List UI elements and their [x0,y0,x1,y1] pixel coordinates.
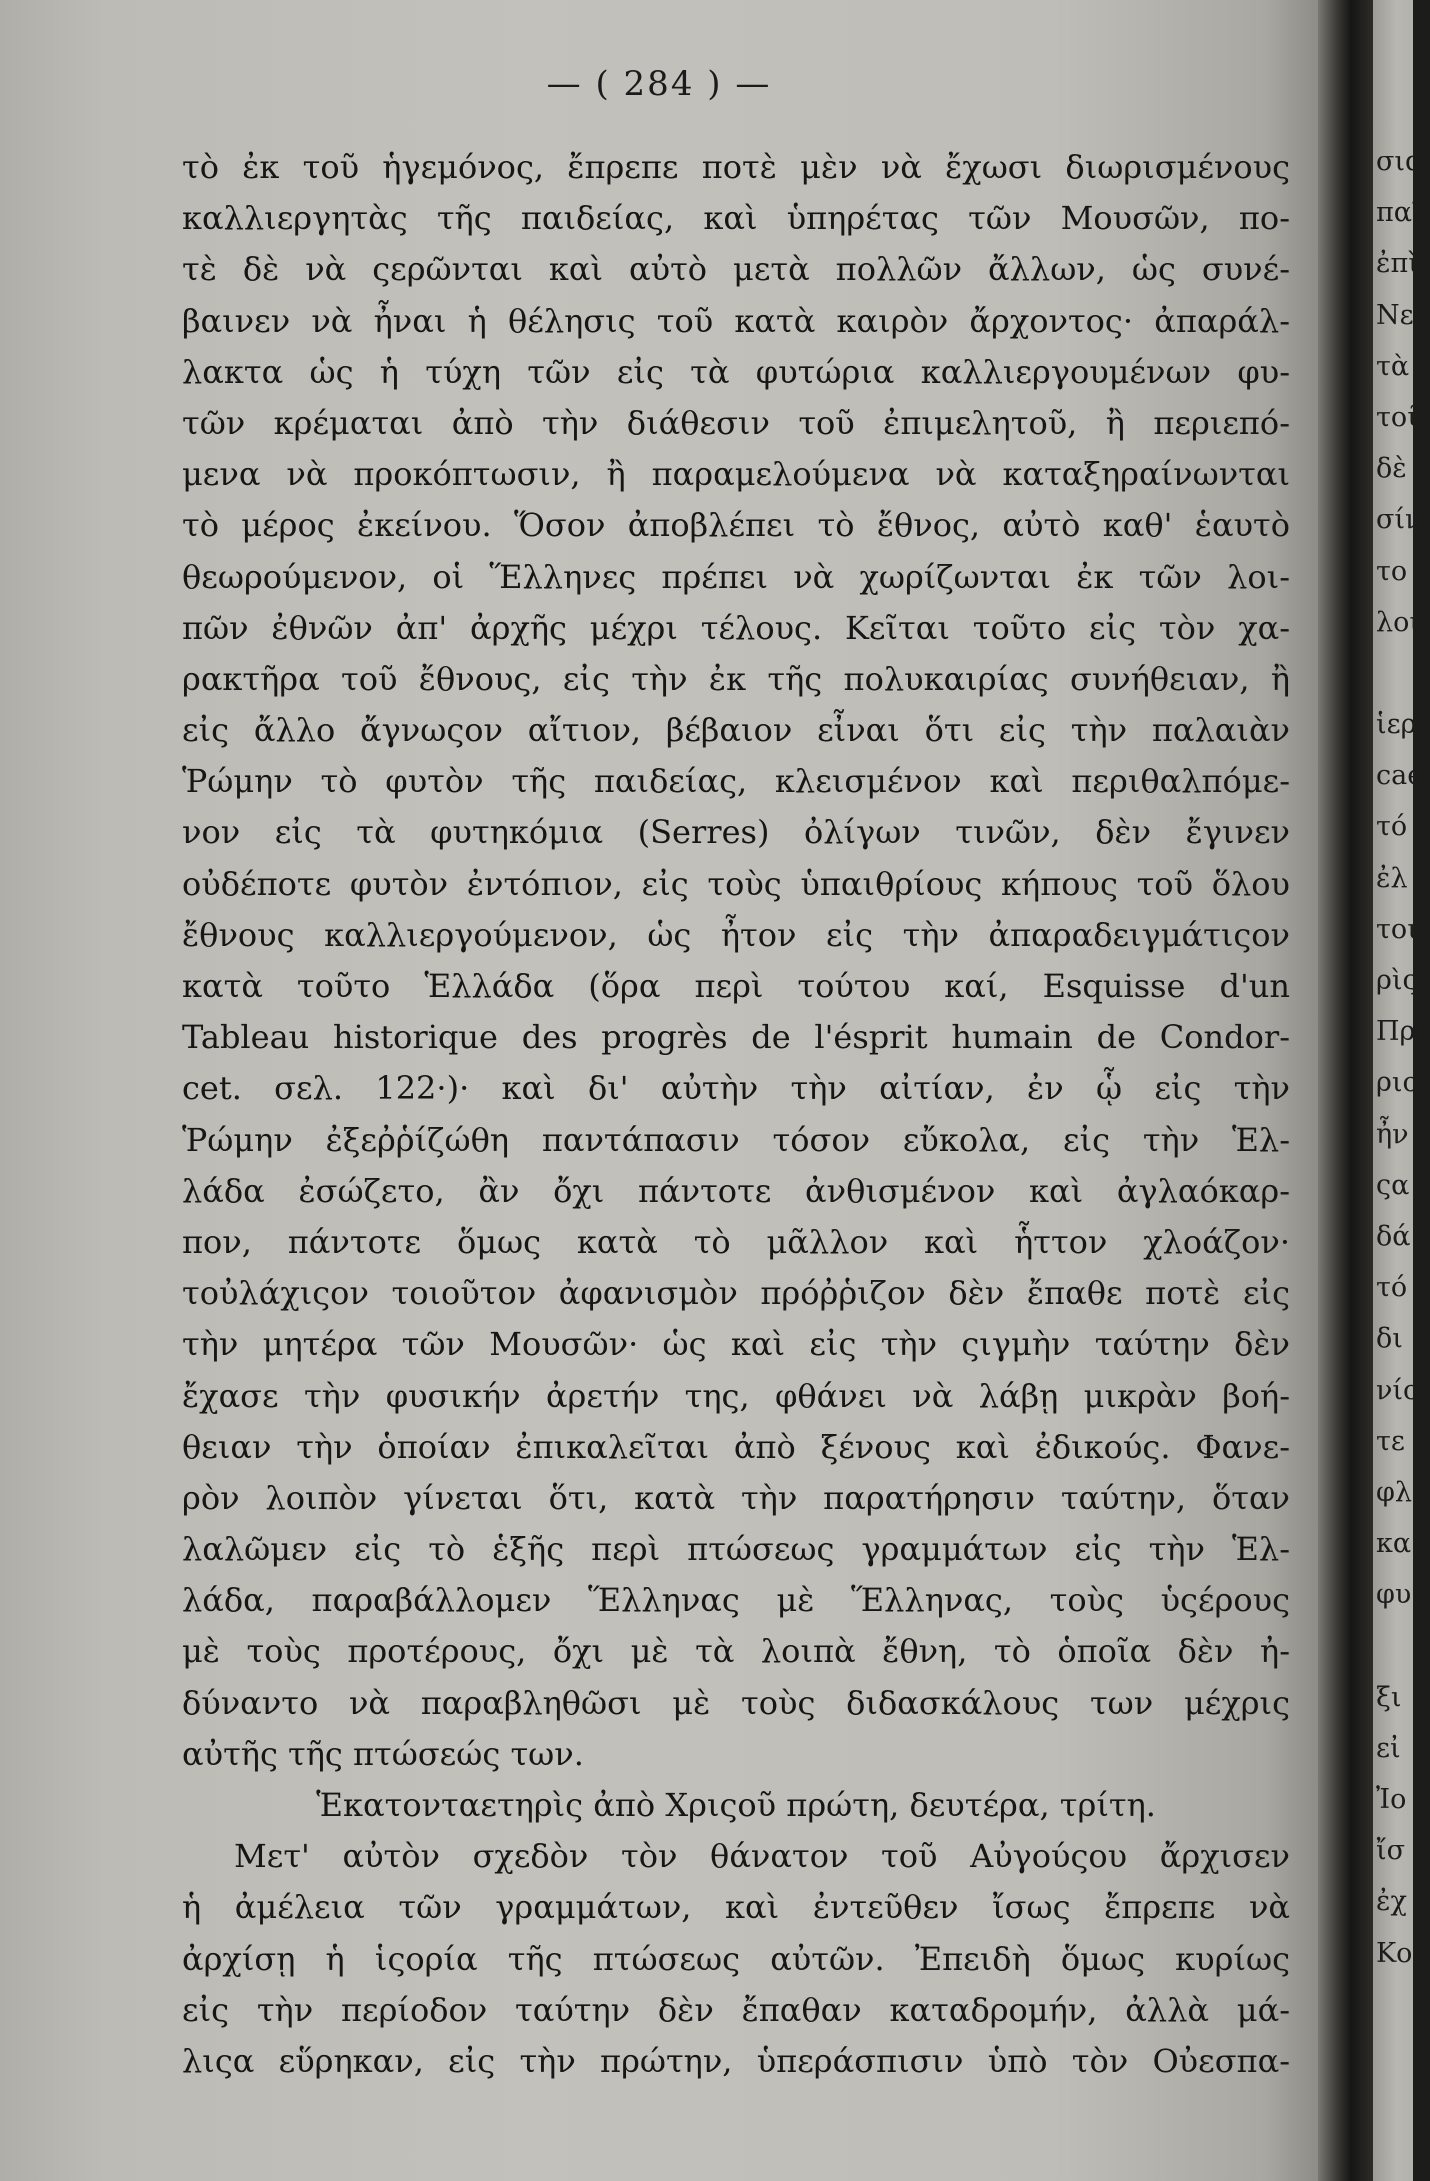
text-line: οὐδέποτε φυτὸν ἐντόπιον, εἰς τοὺς ὑπαιθρίους κήπους τοῦ ὅλου [182,864,1290,903]
fragment: παῖ [1376,197,1423,229]
text-line: πον, πάντοτε ὅμως κατὰ τὸ μᾶλλον καὶ ἧττον χλοάζον· [182,1222,1290,1261]
text-line: δύναντο νὰ παραβληθῶσι μὲ τοὺς διδασκάλους των μέχρις [182,1683,1290,1722]
fragment: Ἰο [1376,1784,1407,1815]
fragment: φλ [1376,1476,1413,1508]
text-line: τὸ ἐκ τοῦ ἡγεμόνος, ἔπρεπε ποτὲ μὲν νὰ ἔχωσι διωρισμένους [182,148,1290,186]
fragment: τοι [1376,913,1418,945]
text-line: λιςα εὕρηκαν, εἰς τὴν πρώτην, ὑπεράσπισιν ὑπὸ τὸν Οὐεσπα- [182,2041,1290,2080]
next-page-fragments [1376,136,1430,1979]
fragment: σίν [1376,504,1422,536]
text-line: λάδα, παραβάλλομεν Ἕλληνας μὲ Ἕλληνας, τοὺς ὑςέρους [182,1581,1290,1620]
fragment: Κο [1376,1937,1413,1969]
text-line: λακτα ὡς ἡ τύχη τῶν εἰς τὰ φυτώρια καλλιεργουμένων φυ- [182,352,1290,391]
text-line: καλλιεργητὰς τῆς παιδείας, καὶ ὑπηρέτας τῶν Μουσῶν, πο- [182,199,1290,238]
text-line: ἔχασε τὴν φυσικήν ἀρετήν της, φθάνει νὰ λάβῃ μικρὰν βοή- [182,1376,1290,1415]
fragment [1376,648,1416,699]
text-line: ρὸν λοιπὸν γίνεται ὅτι, κατὰ τὴν παρατήρησιν ταύτην, ὅταν [182,1478,1290,1517]
text-line: θεωρούμενον, οἱ Ἕλληνες πρέπει νὰ χωρίζωνται ἐκ τῶν λοι- [182,557,1290,596]
fragment: ἴσ [1376,1835,1406,1867]
text-line: τὴν μητέρα τῶν Μουσῶν· ὡς καὶ εἰς τὴν ςιγμὴν ταύτην δὲν [182,1325,1290,1364]
text-line: τῶν κρέμαται ἀπὸ τὴν διάθεσιν τοῦ ἐπιμελητοῦ, ἢ περιεπό- [182,403,1290,442]
fragment: ἐπὶ [1376,248,1419,280]
text-line: πῶν ἐθνῶν ἀπ' ἀρχῆς μέχρι τέλους. Κεῖται τοῦτο εἰς τὸν χα- [182,608,1290,647]
text-line: μενα νὰ προκόπτωσιν, ἢ παραμελούμενα νὰ καταξηραίνωνται [182,455,1290,494]
text-line: ρακτῆρα τοῦ ἔθνους, εἰς τὴν ἐκ τῆς πολυκαιρίας συνήθειαν, ἢ [182,659,1290,698]
section-heading: Ἑκατονταετηρὶς ἀπὸ Χριςοῦ πρώτη, δευτέρα, τρίτη. [316,1786,1156,1824]
text-line: τὲ δὲ νὰ ςερῶνται καὶ αὐτὸ μετὰ πολλῶν ἄλλων, ὡς συνέ- [182,250,1290,289]
fragment: τὰ [1376,350,1410,382]
fragment: σια [1376,146,1424,177]
text-line: νον εἰς τὰ φυτηκόμια (Serres) ὀλίγων τινῶν, δὲν ἔγινεν [182,813,1290,852]
fragment: κα [1376,1528,1412,1560]
fragment: δι [1376,1323,1403,1355]
page-number: — ( 284 ) — [546,64,772,104]
fragment: τοῦ [1376,401,1424,433]
fragment: φυ [1376,1579,1412,1611]
fragment: τό [1376,811,1408,843]
text-line: cet. σελ. 122·)· καὶ δι' αὐτὴν τὴν αἰτίαν, ἐν ᾧ εἰς τὴν [182,1069,1290,1108]
fragment: ξι [1376,1681,1402,1713]
fragment: Νερ [1376,299,1430,331]
fragment: ςα [1376,1169,1410,1201]
fragment: ἱερ [1376,709,1417,741]
book-gutter [1318,0,1373,2181]
fragment: cae [1376,760,1424,792]
fragment: νίο [1376,1374,1420,1406]
fragment: Πρ [1376,1016,1416,1048]
text-line: λαλῶμεν εἰς τὸ ἑξῆς περὶ πτώσεως γραμμάτων εἰς τὴν Ἑλ- [182,1530,1290,1569]
body-text [182,142,1290,2087]
fragment: ἐλ [1376,862,1408,894]
text-line: Tableau historique des progrès de l'ésprit humain de Condor- [182,1018,1290,1057]
text-line: εἰς τὴν περίοδον ταύτην δὲν ἔπαθαν καταδρομήν, ἀλλὰ μά- [182,1990,1290,2029]
fragment [1376,1620,1416,1671]
text-line: Ῥώμην τὸ φυτὸν τῆς παιδείας, κλεισμένον καὶ περιθαλπόμε- [182,762,1290,801]
text-line: βαινεν νὰ ἦναι ἡ θέλησις τοῦ κατὰ καιρὸν ἄρχοντος· ἀπαράλ- [182,301,1290,340]
text-line: ἔθνους καλλιεργούμενον, ὡς ἦτον εἰς τὴν ἀπαραδειγμάτιςον [182,915,1290,954]
text-line: θειαν τὴν ὁποίαν ἐπικαλεῖται ἀπὸ ξένους καὶ ἐδικούς. Φανε- [182,1427,1290,1466]
text-line: ἀρχίσῃ ἡ ἱςορία τῆς πτώσεως αὐτῶν. Ἐπειδὴ ὅμως κυρίως [182,1939,1290,1978]
fragment: τε [1376,1425,1405,1457]
text-line: Μετ' αὐτὸν σχεδὸν τὸν θάνατον τοῦ Αὐγούςου ἄρχισεν [234,1837,1290,1876]
text-line: τοὐλάχιςον τοιοῦτον ἀφανισμὸν πρόῤῥιζον δὲν ἔπαθε ποτὲ εἰς [182,1274,1290,1313]
text-line: μὲ τοὺς προτέρους, ὄχι μὲ τὰ λοιπὰ ἔθνη, τὸ ὁποῖα δὲν ἠ- [182,1632,1290,1671]
text-line: λάδα ἐσώζετο, ἂν ὄχι πάντοτε ἀνθισμένον καὶ ἀγλαόκαρ- [182,1171,1290,1210]
fragment: δά [1376,1220,1411,1252]
fragment: εἰ [1376,1732,1401,1764]
text-line: ἡ ἀμέλεια τῶν γραμμάτων, καὶ ἐντεῦθεν ἴσως ἔπρεπε νὰ [182,1888,1290,1927]
text-line: Ῥώμην ἐξεῤῥίζώθη παντάπασιν τόσον εὔκολα, εἰς τὴν Ἑλ- [182,1120,1290,1159]
fragment: δὲ [1376,453,1407,485]
text-line: εἰς ἄλλο ἄγνωςον αἴτιον, βέβαιον εἶναι ὅτι εἰς τὴν παλαιὰν [182,711,1290,750]
fragment: ἐχ [1376,1886,1407,1918]
text-line: κατὰ τοῦτο Ἑλλάδα (ὅρα περὶ τούτου καί, Esquisse d'un [182,967,1290,1005]
fragment: λοι [1376,606,1420,638]
fragment: ἦν [1376,1118,1409,1150]
fragment: τό [1376,1272,1408,1304]
text-line: τὸ μέρος ἐκείνου. Ὅσον ἀποβλέπει τὸ ἔθνος, αὐτὸ καθ' ἑαυτὸ [182,506,1290,545]
fragment: ριο [1376,1067,1419,1099]
fragment: ρὶς [1376,965,1418,996]
right-page-edge [1373,0,1430,2181]
paragraph-end-line: αὐτῆς τῆς πτώσεώς των. [182,1734,584,1773]
fragment: το [1376,555,1408,587]
